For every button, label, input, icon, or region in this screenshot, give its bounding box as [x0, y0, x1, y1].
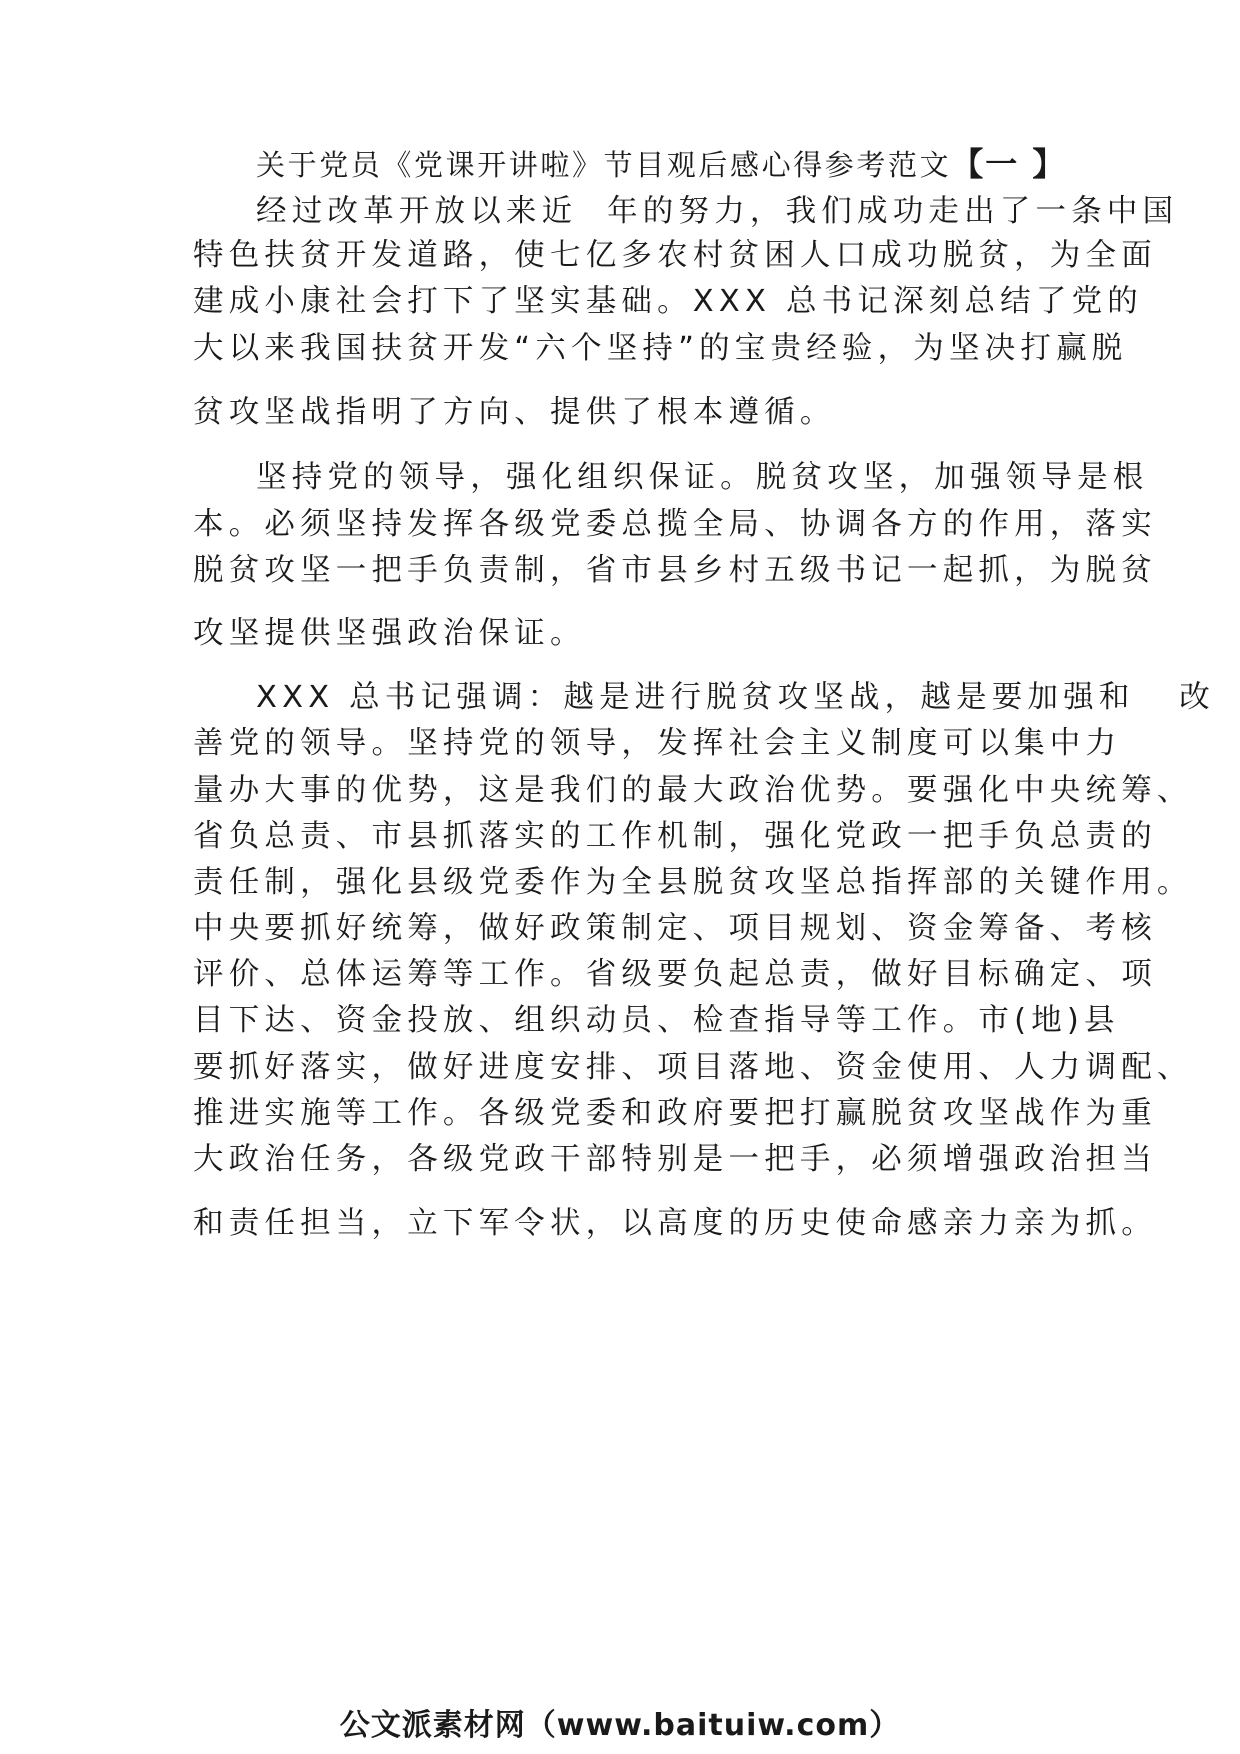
paragraph-line: 大以来我国扶贫开发“六个坚持”的宝贵经验，为坚决打赢脱: [193, 331, 1128, 366]
paragraph-line: 量办大事的优势，这是我们的最大政治优势。要强化中央统筹、: [193, 773, 1193, 808]
document-title: [256, 145, 1067, 183]
paragraph-line: 经过改革开放以来近 年的努力，我们成功走出了一条中国: [256, 194, 1179, 229]
paragraph-line: XXX 总书记强调：越是进行脱贫攻坚战，越是要加强和 改: [256, 680, 1215, 715]
paragraph-line: 要抓好落实，做好进度安排、项目落地、资金使用、人力调配、: [193, 1050, 1193, 1085]
paragraph-line: 目下达、资金投放、组织动员、检查指导等工作。市(地)县: [193, 1003, 1120, 1038]
paragraph-line: 攻坚提供坚强政治保证。: [193, 616, 586, 651]
paragraph-line: 坚持党的领导，强化组织保证。脱贫攻坚，加强领导是根: [256, 460, 1149, 495]
paragraph-line: 中央要抓好统筹，做好政策制定、项目规划、资金筹备、考核: [193, 911, 1157, 946]
paragraph-line: 本。必须坚持发挥各级党委总揽全局、协调各方的作用，落实: [193, 507, 1157, 542]
paragraph-line: 建成小康社会打下了坚实基础。XXX 总书记深刻总结了党的: [193, 284, 1143, 319]
paragraph-line: 脱贫攻坚一把手负责制，省市县乡村五级书记一起抓，为脱贫: [193, 553, 1157, 588]
paragraph-line: 大政治任务，各级党政干部特别是一把手，必须增强政治担当: [193, 1142, 1157, 1177]
paragraph-line: 和责任担当，立下军令状，以高度的历史使命感亲力亲为抓。: [193, 1206, 1157, 1241]
paragraph-line: 善党的领导。坚持党的领导，发挥社会主义制度可以集中力: [193, 726, 1122, 761]
paragraph-line: 推进实施等工作。各级党委和政府要把打赢脱贫攻坚战作为重: [193, 1096, 1157, 1131]
paragraph-line: 省负总责、市县抓落实的工作机制，强化党政一把手负总责的: [193, 819, 1157, 854]
footer-watermark: 公文派素材网（www.baituiw.com）: [339, 1708, 901, 1743]
paragraph-line: 责任制，强化县级党委作为全县脱贫攻坚总指挥部的关键作用。: [193, 865, 1193, 900]
paragraph-line: 评价、总体运筹等工作。省级要负起总责，做好目标确定、项: [193, 957, 1157, 992]
paragraph-line: 贫攻坚战指明了方向、提供了根本遵循。: [193, 395, 836, 430]
title-bracket: 【一 】: [951, 145, 1067, 183]
paragraph-line: 特色扶贫开发道路，使七亿多农村贫困人口成功脱贫，为全面: [193, 238, 1157, 273]
title-text: 关于党员《党课开讲啦》节目观后感心得参考范文: [256, 148, 952, 182]
